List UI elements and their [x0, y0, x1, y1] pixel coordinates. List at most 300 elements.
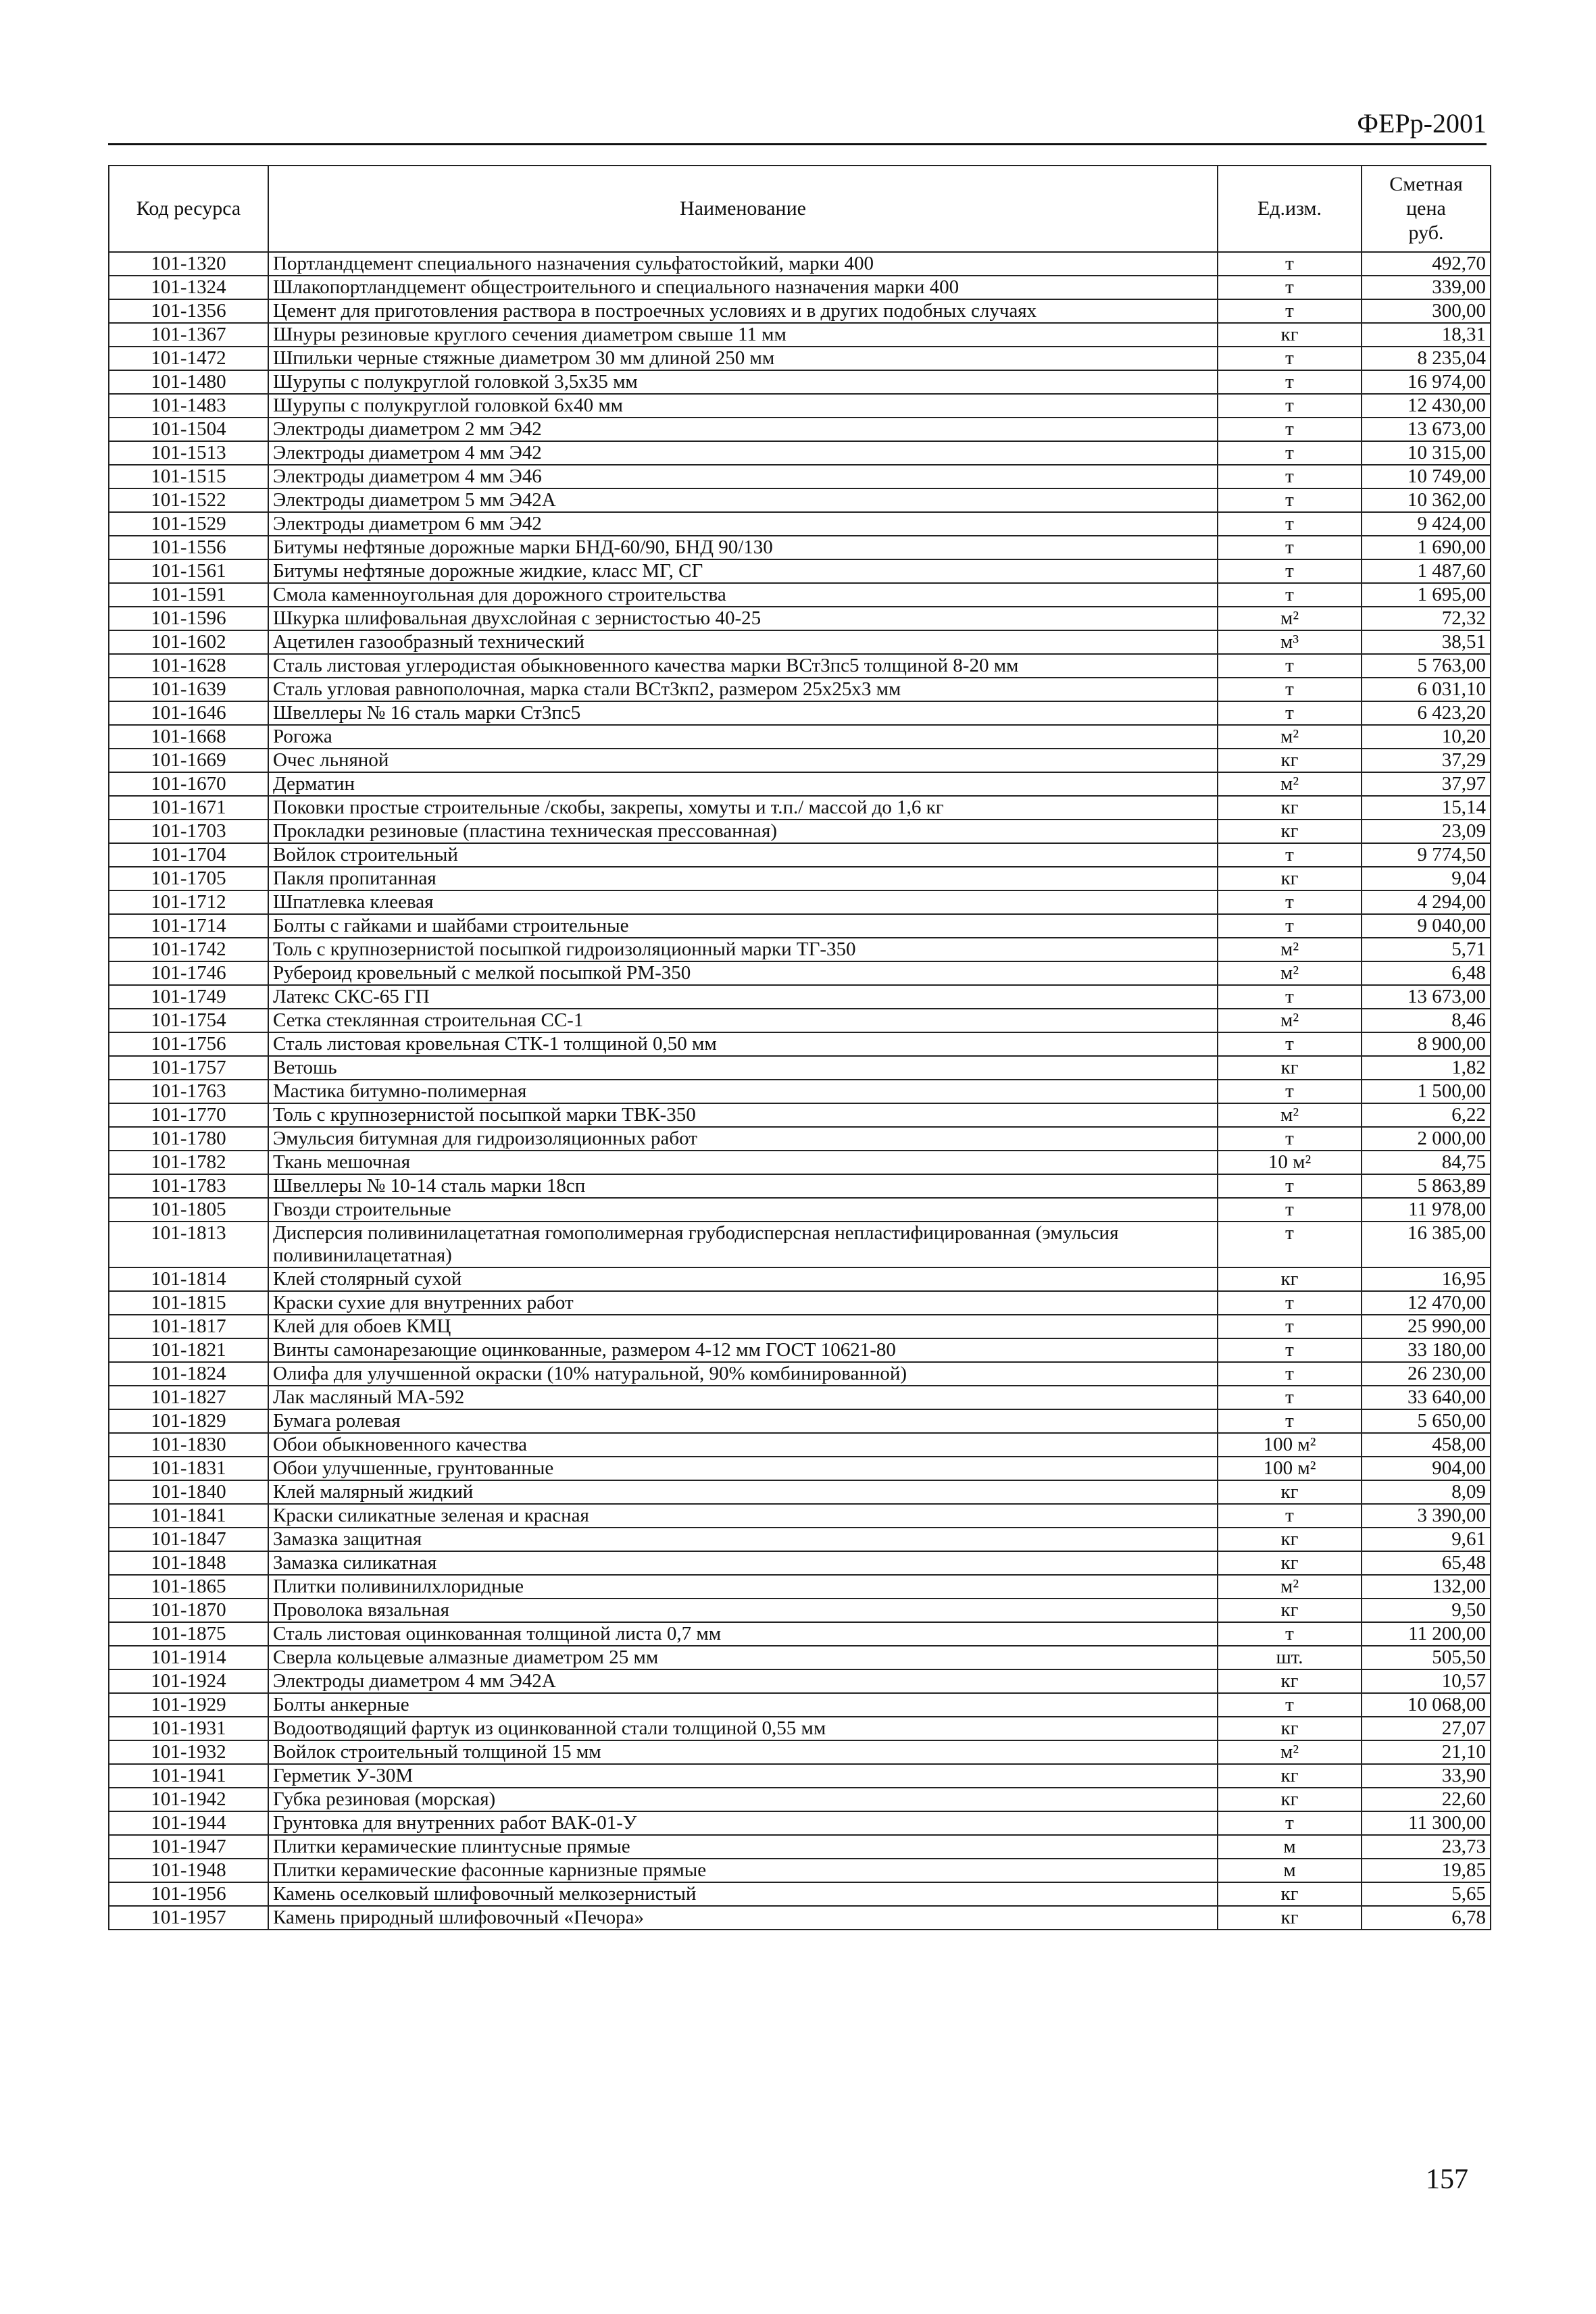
resource-code-cell: 101-1824 — [109, 1362, 268, 1386]
price-cell: 13 673,00 — [1362, 985, 1491, 1009]
resource-name-cell: Ткань мешочная — [268, 1151, 1218, 1174]
price-cell: 8 235,04 — [1362, 347, 1491, 370]
price-cell: 16 385,00 — [1362, 1222, 1491, 1267]
table-row — [109, 1575, 1491, 1599]
resource-name-cell: Замазка защитная — [268, 1528, 1218, 1551]
resource-code-cell: 101-1821 — [109, 1338, 268, 1362]
resource-code-cell: 101-1780 — [109, 1127, 268, 1151]
resource-name-cell: Ацетилен газообразный технический — [268, 630, 1218, 654]
resource-name-cell: Винты самонарезающие оцинкованные, размером 4-12 мм ГОСТ 10621-80 — [268, 1338, 1218, 1362]
resource-name-cell: Олифа для улучшенной окраски (10% натуральной, 90% комбинированной) — [268, 1362, 1218, 1386]
price-cell: 16,95 — [1362, 1267, 1491, 1291]
price-cell: 38,51 — [1362, 630, 1491, 654]
resource-code-cell: 101-1815 — [109, 1291, 268, 1315]
unit-cell: т — [1218, 276, 1362, 299]
unit-cell: м² — [1218, 938, 1362, 961]
table-row — [109, 1599, 1491, 1622]
resource-code-cell: 101-1931 — [109, 1717, 268, 1740]
resource-name-cell: Очес льняной — [268, 749, 1218, 772]
table-row — [109, 1080, 1491, 1103]
resource-code-cell: 101-1712 — [109, 890, 268, 914]
resource-code-cell: 101-1948 — [109, 1859, 268, 1882]
resource-code-cell: 101-1703 — [109, 820, 268, 843]
price-cell: 37,29 — [1362, 749, 1491, 772]
price-cell: 15,14 — [1362, 796, 1491, 820]
unit-cell: шт. — [1218, 1646, 1362, 1669]
unit-cell: кг — [1218, 1056, 1362, 1080]
resource-name-cell: Латекс СКС-65 ГП — [268, 985, 1218, 1009]
document-code: ФЕРр-2001 — [1357, 108, 1487, 139]
unit-cell: т — [1218, 512, 1362, 536]
resource-name-cell: Камень природный шлифовочный «Печора» — [268, 1906, 1218, 1930]
table-row — [109, 1338, 1491, 1362]
table-row — [109, 1764, 1491, 1788]
resource-name-cell: Рубероид кровельный с мелкой посыпкой РМ-350 — [268, 961, 1218, 985]
unit-cell: т — [1218, 1693, 1362, 1717]
resource-name-cell: Войлок строительный — [268, 843, 1218, 867]
price-cell: 9 774,50 — [1362, 843, 1491, 867]
resource-name-cell: Электроды диаметром 2 мм Э42 — [268, 418, 1218, 441]
resource-code-cell: 101-1602 — [109, 630, 268, 654]
price-cell: 1 487,60 — [1362, 559, 1491, 583]
resource-code-cell: 101-1628 — [109, 654, 268, 678]
price-cell: 10 362,00 — [1362, 488, 1491, 512]
resource-code-cell: 101-1746 — [109, 961, 268, 985]
resource-name-cell: Краски сухие для внутренних работ — [268, 1291, 1218, 1315]
resource-code-cell: 101-1840 — [109, 1480, 268, 1504]
price-cell: 9 040,00 — [1362, 914, 1491, 938]
unit-cell: кг — [1218, 1669, 1362, 1693]
resource-name-cell: Болты анкерные — [268, 1693, 1218, 1717]
resource-code-cell: 101-1356 — [109, 299, 268, 323]
unit-cell: кг — [1218, 1717, 1362, 1740]
resource-name-cell: Губка резиновая (морская) — [268, 1788, 1218, 1811]
resource-code-cell: 101-1827 — [109, 1386, 268, 1409]
price-cell: 37,97 — [1362, 772, 1491, 796]
resource-name-cell: Дисперсия поливинилацетатная гомополимерная грубодисперсная непластифицированная (эмульсия поливинилацетатная) — [268, 1222, 1218, 1267]
table-row — [109, 418, 1491, 441]
resource-name-cell: Эмульсия битумная для гидроизоляционных работ — [268, 1127, 1218, 1151]
unit-cell: т — [1218, 1504, 1362, 1528]
resource-code-cell: 101-1472 — [109, 347, 268, 370]
price-cell: 458,00 — [1362, 1433, 1491, 1457]
resource-code-cell: 101-1561 — [109, 559, 268, 583]
table-row — [109, 938, 1491, 961]
table-row — [109, 1056, 1491, 1080]
table-row — [109, 1103, 1491, 1127]
resource-code-cell: 101-1324 — [109, 276, 268, 299]
resource-name-cell: Смола каменноугольная для дорожного строительства — [268, 583, 1218, 607]
table-row — [109, 1032, 1491, 1056]
resource-name-cell: Сталь листовая оцинкованная толщиной листа 0,7 мм — [268, 1622, 1218, 1646]
resource-name-cell: Проволока вязальная — [268, 1599, 1218, 1622]
price-cell: 23,09 — [1362, 820, 1491, 843]
table-row — [109, 890, 1491, 914]
resource-code-cell: 101-1914 — [109, 1646, 268, 1669]
resource-name-cell: Пакля пропитанная — [268, 867, 1218, 890]
resource-name-cell: Портландцемент специального назначения сульфатостойкий, марки 400 — [268, 252, 1218, 276]
price-cell: 11 300,00 — [1362, 1811, 1491, 1835]
unit-cell: т — [1218, 1222, 1362, 1267]
table-row — [109, 1151, 1491, 1174]
table-row — [109, 1693, 1491, 1717]
resource-name-cell: Шлакопортландцемент общестроительного и специального назначения марки 400 — [268, 276, 1218, 299]
unit-cell: кг — [1218, 867, 1362, 890]
resource-code-cell: 101-1749 — [109, 985, 268, 1009]
price-cell: 33 640,00 — [1362, 1386, 1491, 1409]
unit-cell: м² — [1218, 1009, 1362, 1032]
price-cell: 84,75 — [1362, 1151, 1491, 1174]
table-header — [109, 166, 1491, 252]
unit-cell: кг — [1218, 1267, 1362, 1291]
resource-code-cell: 101-1941 — [109, 1764, 268, 1788]
resource-name-cell: Рогожа — [268, 725, 1218, 749]
resource-name-cell: Лак масляный МА-592 — [268, 1386, 1218, 1409]
unit-cell: кг — [1218, 323, 1362, 347]
price-cell: 6,22 — [1362, 1103, 1491, 1127]
unit-cell: т — [1218, 654, 1362, 678]
column-header-unit: Ед.изм. — [1218, 166, 1362, 252]
price-cell: 10 068,00 — [1362, 1693, 1491, 1717]
resource-code-cell: 101-1944 — [109, 1811, 268, 1835]
resource-code-cell: 101-1841 — [109, 1504, 268, 1528]
price-cell: 1 690,00 — [1362, 536, 1491, 559]
page-number: 157 — [1426, 2164, 1468, 2195]
column-header-price: Сметная цена руб. — [1362, 166, 1491, 252]
price-cell: 21,10 — [1362, 1740, 1491, 1764]
resource-name-cell: Сверла кольцевые алмазные диаметром 25 мм — [268, 1646, 1218, 1669]
table-row — [109, 749, 1491, 772]
unit-cell: т — [1218, 1811, 1362, 1835]
resource-name-cell: Толь с крупнозернистой посыпкой марки ТВК-350 — [268, 1103, 1218, 1127]
unit-cell: т — [1218, 488, 1362, 512]
resource-name-cell: Герметик У-30М — [268, 1764, 1218, 1788]
price-cell: 33 180,00 — [1362, 1338, 1491, 1362]
resource-code-cell: 101-1848 — [109, 1551, 268, 1575]
resource-name-cell: Электроды диаметром 6 мм Э42 — [268, 512, 1218, 536]
unit-cell: 100 м² — [1218, 1433, 1362, 1457]
unit-cell: т — [1218, 843, 1362, 867]
table-row — [109, 654, 1491, 678]
resource-name-cell: Битумы нефтяные дорожные марки БНД-60/90, БНД 90/130 — [268, 536, 1218, 559]
table-row — [109, 1315, 1491, 1338]
price-cell: 27,07 — [1362, 1717, 1491, 1740]
table-row — [109, 867, 1491, 890]
resource-code-cell: 101-1924 — [109, 1669, 268, 1693]
table-row — [109, 347, 1491, 370]
resource-code-cell: 101-1865 — [109, 1575, 268, 1599]
table-row — [109, 630, 1491, 654]
price-cell: 5,65 — [1362, 1882, 1491, 1906]
price-cell: 6,48 — [1362, 961, 1491, 985]
price-cell: 132,00 — [1362, 1575, 1491, 1599]
resource-name-cell: Толь с крупнозернистой посыпкой гидроизоляционный марки ТГ-350 — [268, 938, 1218, 961]
resource-code-cell: 101-1668 — [109, 725, 268, 749]
price-cell: 8,46 — [1362, 1009, 1491, 1032]
unit-cell: т — [1218, 465, 1362, 488]
price-cell: 72,32 — [1362, 607, 1491, 630]
unit-cell: кг — [1218, 1551, 1362, 1575]
unit-cell: т — [1218, 559, 1362, 583]
unit-cell: м — [1218, 1859, 1362, 1882]
resource-name-cell: Плитки поливинилхлоридные — [268, 1575, 1218, 1599]
resource-name-cell: Цемент для приготовления раствора в построечных условиях и в других подобных случаях — [268, 299, 1218, 323]
table-row — [109, 1717, 1491, 1740]
table-row — [109, 961, 1491, 985]
unit-cell: м² — [1218, 607, 1362, 630]
resource-code-cell: 101-1669 — [109, 749, 268, 772]
resource-name-cell: Поковки простые строительные /скобы, закрепы, хомуты и т.п./ массой до 1,6 кг — [268, 796, 1218, 820]
price-cell: 4 294,00 — [1362, 890, 1491, 914]
resource-name-cell: Электроды диаметром 4 мм Э42 — [268, 441, 1218, 465]
resource-code-cell: 101-1770 — [109, 1103, 268, 1127]
resource-code-cell: 101-1754 — [109, 1009, 268, 1032]
resource-name-cell: Дерматин — [268, 772, 1218, 796]
unit-cell: т — [1218, 890, 1362, 914]
resource-name-cell: Плитки керамические плинтусные прямые — [268, 1835, 1218, 1859]
resource-code-cell: 101-1929 — [109, 1693, 268, 1717]
price-cell: 26 230,00 — [1362, 1362, 1491, 1386]
table-row — [109, 701, 1491, 725]
table-row — [109, 1480, 1491, 1504]
resource-code-cell: 101-1639 — [109, 678, 268, 701]
resource-name-cell: Плитки керамические фасонные карнизные прямые — [268, 1859, 1218, 1882]
unit-cell: м³ — [1218, 630, 1362, 654]
unit-cell: т — [1218, 441, 1362, 465]
resource-code-cell: 101-1670 — [109, 772, 268, 796]
unit-cell: кг — [1218, 1906, 1362, 1930]
unit-cell: м² — [1218, 1575, 1362, 1599]
resource-code-cell: 101-1813 — [109, 1222, 268, 1267]
unit-cell: кг — [1218, 1882, 1362, 1906]
header-row — [109, 166, 1491, 252]
table-row — [109, 1788, 1491, 1811]
resource-name-cell: Обои обыкновенного качества — [268, 1433, 1218, 1457]
unit-cell: т — [1218, 1174, 1362, 1198]
resource-code-cell: 101-1829 — [109, 1409, 268, 1433]
table-row — [109, 1409, 1491, 1433]
resource-name-cell: Швеллеры № 10-14 сталь марки 18сп — [268, 1174, 1218, 1198]
resource-code-cell: 101-1783 — [109, 1174, 268, 1198]
table-row — [109, 1882, 1491, 1906]
resource-code-cell: 101-1646 — [109, 701, 268, 725]
price-cell: 492,70 — [1362, 252, 1491, 276]
table-row — [109, 1859, 1491, 1882]
table-row — [109, 1198, 1491, 1222]
unit-cell: т — [1218, 1386, 1362, 1409]
resource-code-cell: 101-1932 — [109, 1740, 268, 1764]
unit-cell: т — [1218, 1315, 1362, 1338]
unit-cell: т — [1218, 394, 1362, 418]
price-cell: 5 863,89 — [1362, 1174, 1491, 1198]
resource-name-cell: Электроды диаметром 4 мм Э46 — [268, 465, 1218, 488]
price-cell: 6 423,20 — [1362, 701, 1491, 725]
price-cell: 10 749,00 — [1362, 465, 1491, 488]
unit-cell: кг — [1218, 1528, 1362, 1551]
unit-cell: т — [1218, 1362, 1362, 1386]
unit-cell: т — [1218, 914, 1362, 938]
resource-code-cell: 101-1704 — [109, 843, 268, 867]
resource-code-cell: 101-1480 — [109, 370, 268, 394]
resource-code-cell: 101-1756 — [109, 1032, 268, 1056]
price-cell: 9,04 — [1362, 867, 1491, 890]
table-row — [109, 299, 1491, 323]
unit-cell: м² — [1218, 772, 1362, 796]
price-cell: 9,50 — [1362, 1599, 1491, 1622]
table-row — [109, 1551, 1491, 1575]
unit-cell: м² — [1218, 961, 1362, 985]
table-row — [109, 1835, 1491, 1859]
price-cell: 9,61 — [1362, 1528, 1491, 1551]
resource-code-cell: 101-1515 — [109, 465, 268, 488]
unit-cell: т — [1218, 1080, 1362, 1103]
resource-code-cell: 101-1957 — [109, 1906, 268, 1930]
table-row — [109, 394, 1491, 418]
table-row — [109, 559, 1491, 583]
price-cell: 13 673,00 — [1362, 418, 1491, 441]
unit-cell: кг — [1218, 749, 1362, 772]
table-row — [109, 843, 1491, 867]
resource-code-cell: 101-1805 — [109, 1198, 268, 1222]
resource-code-cell: 101-1320 — [109, 252, 268, 276]
price-cell: 12 470,00 — [1362, 1291, 1491, 1315]
table-row — [109, 1222, 1491, 1267]
resource-code-cell: 101-1742 — [109, 938, 268, 961]
resource-name-cell: Шурупы с полукруглой головкой 6х40 мм — [268, 394, 1218, 418]
table-row — [109, 772, 1491, 796]
resource-code-cell: 101-1757 — [109, 1056, 268, 1080]
price-cell: 22,60 — [1362, 1788, 1491, 1811]
price-cell: 2 000,00 — [1362, 1127, 1491, 1151]
table-row — [109, 370, 1491, 394]
price-cell: 904,00 — [1362, 1457, 1491, 1480]
resource-code-cell: 101-1596 — [109, 607, 268, 630]
resource-code-cell: 101-1671 — [109, 796, 268, 820]
resource-name-cell: Электроды диаметром 4 мм Э42А — [268, 1669, 1218, 1693]
unit-cell: м — [1218, 1835, 1362, 1859]
unit-cell: кг — [1218, 1599, 1362, 1622]
unit-cell: 100 м² — [1218, 1457, 1362, 1480]
resource-code-cell: 101-1591 — [109, 583, 268, 607]
price-cell: 18,31 — [1362, 323, 1491, 347]
table-row — [109, 1622, 1491, 1646]
resource-name-cell: Сталь листовая кровельная СТК-1 толщиной 0,50 мм — [268, 1032, 1218, 1056]
resource-code-cell: 101-1522 — [109, 488, 268, 512]
table-row — [109, 1646, 1491, 1669]
price-cell: 6,78 — [1362, 1906, 1491, 1930]
table-row — [109, 607, 1491, 630]
resource-name-cell: Обои улучшенные, грунтованные — [268, 1457, 1218, 1480]
unit-cell: т — [1218, 347, 1362, 370]
unit-cell: кг — [1218, 1764, 1362, 1788]
price-cell: 1,82 — [1362, 1056, 1491, 1080]
resource-code-cell: 101-1556 — [109, 536, 268, 559]
unit-cell: т — [1218, 1622, 1362, 1646]
table-row — [109, 678, 1491, 701]
unit-cell: т — [1218, 1291, 1362, 1315]
resource-name-cell: Битумы нефтяные дорожные жидкие, класс МГ, СГ — [268, 559, 1218, 583]
unit-cell: т — [1218, 1032, 1362, 1056]
resource-code-cell: 101-1830 — [109, 1433, 268, 1457]
price-cell: 5 763,00 — [1362, 654, 1491, 678]
table-row — [109, 1291, 1491, 1315]
unit-cell: т — [1218, 1127, 1362, 1151]
table-row — [109, 512, 1491, 536]
resource-code-cell: 101-1947 — [109, 1835, 268, 1859]
resource-code-cell: 101-1513 — [109, 441, 268, 465]
unit-cell: т — [1218, 418, 1362, 441]
unit-cell: т — [1218, 1409, 1362, 1433]
resource-name-cell: Клей малярный жидкий — [268, 1480, 1218, 1504]
resource-code-cell: 101-1956 — [109, 1882, 268, 1906]
resource-code-cell: 101-1763 — [109, 1080, 268, 1103]
resource-name-cell: Водоотводящий фартук из оцинкованной стали толщиной 0,55 мм — [268, 1717, 1218, 1740]
resource-name-cell: Гвозди строительные — [268, 1198, 1218, 1222]
resource-code-cell: 101-1529 — [109, 512, 268, 536]
resource-name-cell: Шпатлевка клеевая — [268, 890, 1218, 914]
table-row — [109, 323, 1491, 347]
resource-name-cell: Мастика битумно-полимерная — [268, 1080, 1218, 1103]
resource-name-cell: Шнуры резиновые круглого сечения диаметром свыше 11 мм — [268, 323, 1218, 347]
resource-code-cell: 101-1367 — [109, 323, 268, 347]
price-cell: 8,09 — [1362, 1480, 1491, 1504]
price-cell: 10,57 — [1362, 1669, 1491, 1693]
table-row — [109, 1528, 1491, 1551]
resource-name-cell: Болты с гайками и шайбами строительные — [268, 914, 1218, 938]
resource-code-cell: 101-1483 — [109, 394, 268, 418]
table-row — [109, 583, 1491, 607]
table-row — [109, 1433, 1491, 1457]
price-cell: 300,00 — [1362, 299, 1491, 323]
table-row — [109, 1740, 1491, 1764]
table-row — [109, 1669, 1491, 1693]
resource-name-cell: Бумага ролевая — [268, 1409, 1218, 1433]
table-row — [109, 1127, 1491, 1151]
price-cell: 10 315,00 — [1362, 441, 1491, 465]
table-row — [109, 536, 1491, 559]
price-cell: 65,48 — [1362, 1551, 1491, 1575]
resource-name-cell: Шкурка шлифовальная двухслойная с зернистостью 40-25 — [268, 607, 1218, 630]
price-cell: 25 990,00 — [1362, 1315, 1491, 1338]
unit-cell: т — [1218, 370, 1362, 394]
table-row — [109, 252, 1491, 276]
unit-cell: т — [1218, 299, 1362, 323]
resource-name-cell: Камень оселковый шлифовочный мелкозернистый — [268, 1882, 1218, 1906]
table-row — [109, 1811, 1491, 1835]
resource-name-cell: Электроды диаметром 5 мм Э42А — [268, 488, 1218, 512]
unit-cell: т — [1218, 252, 1362, 276]
unit-cell: т — [1218, 1198, 1362, 1222]
price-cell: 339,00 — [1362, 276, 1491, 299]
resource-name-cell: Сетка стеклянная строительная СС-1 — [268, 1009, 1218, 1032]
price-cell: 6 031,10 — [1362, 678, 1491, 701]
price-cell: 33,90 — [1362, 1764, 1491, 1788]
resource-name-cell: Ветошь — [268, 1056, 1218, 1080]
table-row — [109, 276, 1491, 299]
table-row — [109, 1362, 1491, 1386]
price-cell: 1 500,00 — [1362, 1080, 1491, 1103]
table-row — [109, 914, 1491, 938]
price-cell: 12 430,00 — [1362, 394, 1491, 418]
table-row — [109, 488, 1491, 512]
table-row — [109, 985, 1491, 1009]
unit-cell: т — [1218, 701, 1362, 725]
table-row — [109, 1009, 1491, 1032]
table-row — [109, 1267, 1491, 1291]
resource-name-cell: Краски силикатные зеленая и красная — [268, 1504, 1218, 1528]
resource-name-cell: Прокладки резиновые (пластина техническая прессованная) — [268, 820, 1218, 843]
table-row — [109, 1174, 1491, 1198]
